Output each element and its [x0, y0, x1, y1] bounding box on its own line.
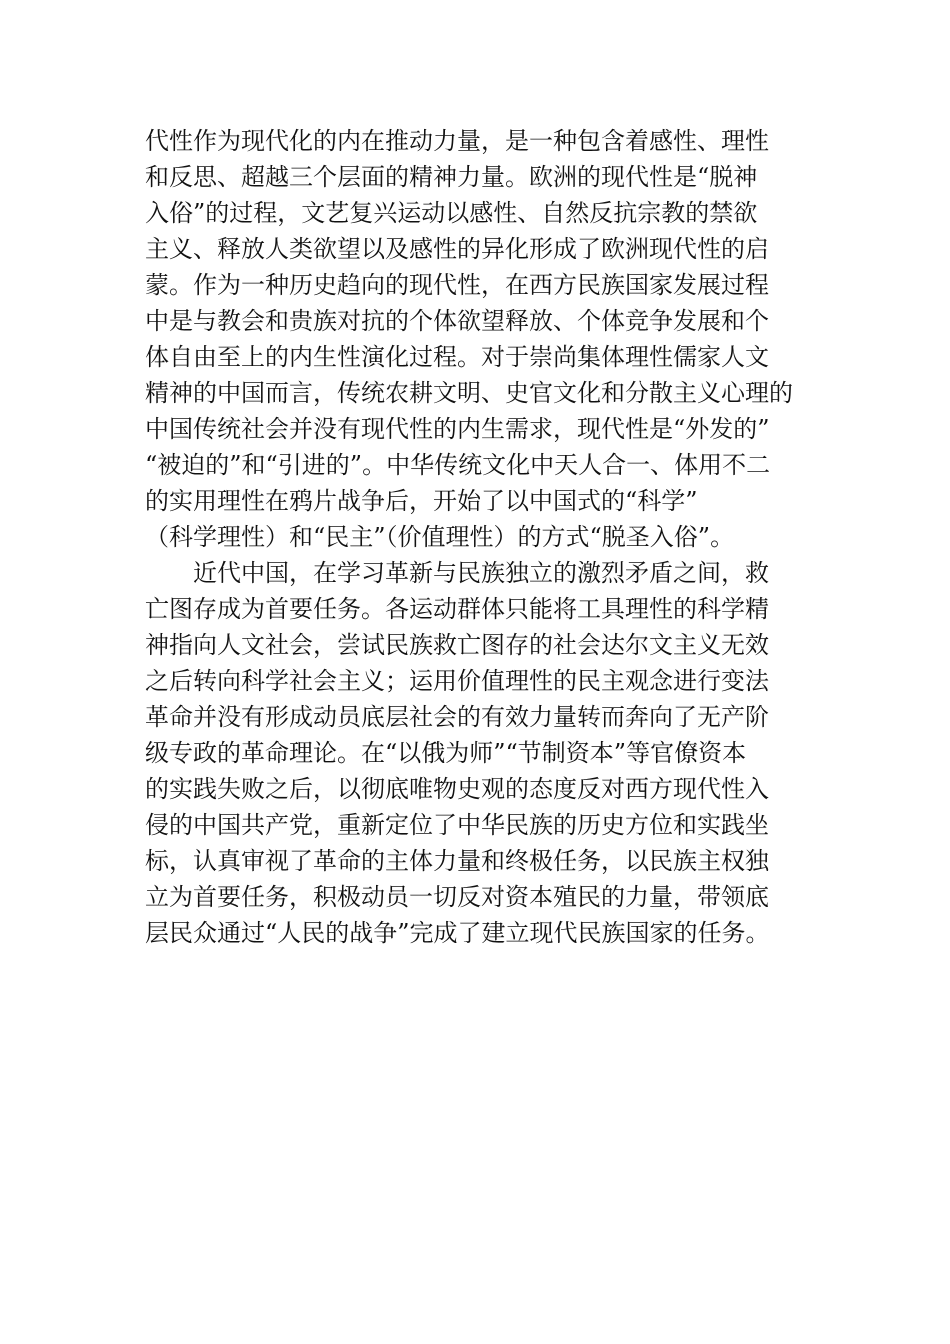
- text-line: 蒙。作为一种历史趋向的现代性，在西方民族国家发展过程: [145, 271, 769, 299]
- text-line: 层民众通过“人民的战争”完成了建立现代民族国家的任务。: [145, 919, 770, 947]
- text-line: 精神的中国而言，传统农耕文明、史官文化和分散主义心理的: [145, 379, 793, 407]
- text-line: 标，认真审视了革命的主体力量和终极任务，以民族主权独: [145, 847, 769, 875]
- text-line: 的实用理性在鸦片战争后，开始了以中国式的“科学”: [145, 487, 698, 515]
- text-line: （科学理性）和“民主”（价值理性）的方式“脱圣入俗”。: [145, 523, 735, 551]
- text-line: 立为首要任务，积极动员一切反对资本殖民的力量，带领底: [145, 883, 769, 911]
- text-line: 中国传统社会并没有现代性的内生需求，现代性是“外发的”: [145, 415, 770, 443]
- text-line: 和反思、超越三个层面的精神力量。欧洲的现代性是“脱神: [145, 163, 758, 191]
- text-line: 之后转向科学社会主义；运用价值理性的民主观念进行变法: [145, 667, 769, 695]
- text-line: 级专政的革命理论。在“以俄为师”“节制资本”等官僚资本: [145, 739, 747, 767]
- text-line: 中是与教会和贵族对抗的个体欲望释放、个体竞争发展和个: [145, 307, 769, 335]
- text-line: 革命并没有形成动员底层社会的有效力量转而奔向了无产阶: [145, 703, 769, 731]
- text-line: “被迫的”和“引进的”。中华传统文化中天人合一、体用不二: [145, 451, 771, 479]
- text-line: 的实践失败之后，以彻底唯物史观的态度反对西方现代性入: [145, 775, 769, 803]
- text-line: 主义、释放人类欲望以及感性的异化形成了欧洲现代性的启: [145, 235, 769, 263]
- text-line: 入俗”的过程，文艺复兴运动以感性、自然反抗宗教的禁欲: [145, 199, 758, 227]
- text-line: 侵的中国共产党，重新定位了中华民族的历史方位和实践坐: [145, 811, 769, 839]
- text-line: 体自由至上的内生性演化过程。对于崇尚集体理性儒家人文: [145, 343, 769, 371]
- text-line: 代性作为现代化的内在推动力量，是一种包含着感性、理性: [145, 127, 769, 155]
- text-line: 近代中国，在学习革新与民族独立的激烈矛盾之间，救: [193, 559, 769, 587]
- text-line: 神指向人文社会，尝试民族救亡图存的社会达尔文主义无效: [145, 631, 769, 659]
- text-line: 亡图存成为首要任务。各运动群体只能将工具理性的科学精: [145, 595, 769, 623]
